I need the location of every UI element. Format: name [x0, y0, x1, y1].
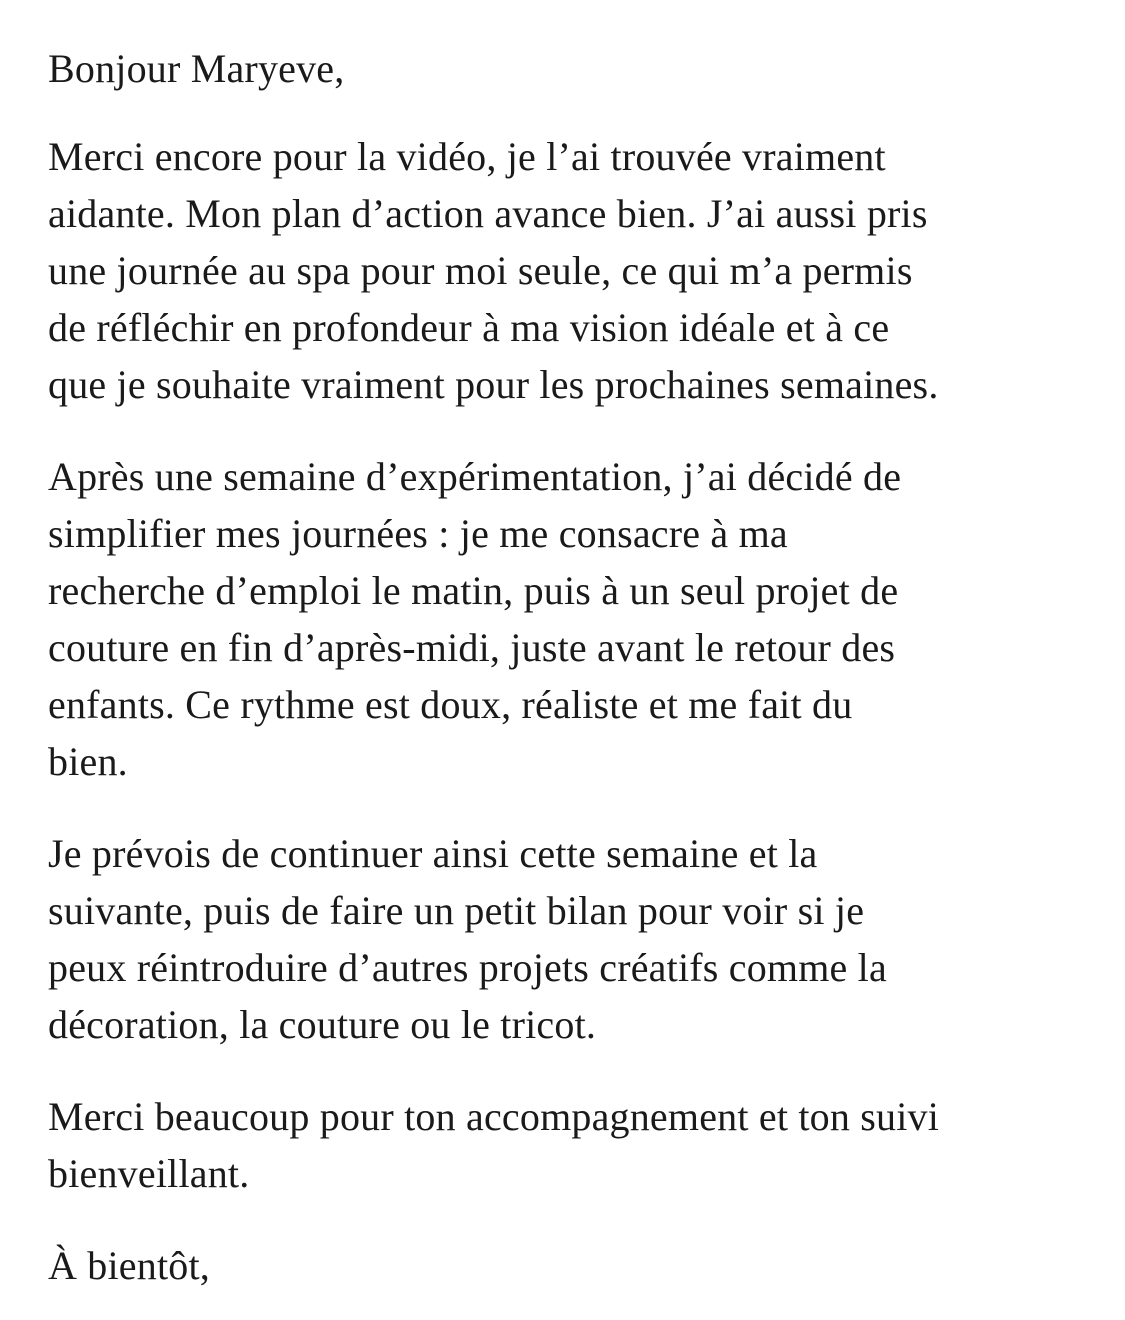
paragraph-line: Je prévois de continuer ainsi cette semaine et la	[48, 831, 818, 876]
closing	[48, 1237, 1108, 1294]
greeting-line: Bonjour Maryeve,	[48, 46, 345, 91]
paragraph-line: Après une semaine d’expérimentation, j’ai décidé de	[48, 454, 902, 499]
paragraph-line: une journée au spa pour moi seule, ce qui m’a permis	[48, 248, 913, 293]
paragraph-line: suivante, puis de faire un petit bilan pour voir si je	[48, 888, 865, 933]
paragraph-line: aidante. Mon plan d’action avance bien. J’ai aussi pris	[48, 191, 928, 236]
paragraph-4	[48, 1088, 1108, 1202]
paragraph-line: bien.	[48, 739, 128, 784]
paragraph-line: simplifier mes journées : je me consacre à ma	[48, 511, 788, 556]
paragraph-2	[48, 448, 1108, 790]
paragraph-1	[48, 128, 1108, 413]
paragraph-line: Merci encore pour la vidéo, je l’ai trouvée vraiment	[48, 134, 886, 179]
paragraph-line: de réfléchir en profondeur à ma vision idéale et à ce	[48, 305, 890, 350]
paragraph-line: peux réintroduire d’autres projets créatifs comme la	[48, 945, 887, 990]
paragraph-line: décoration, la couture ou le tricot.	[48, 1002, 597, 1047]
paragraph-line: enfants. Ce rythme est doux, réaliste et me fait du	[48, 682, 853, 727]
paragraph-line: que je souhaite vraiment pour les prochaines semaines.	[48, 362, 939, 407]
email-body	[48, 40, 1108, 1294]
paragraph-line: bienveillant.	[48, 1151, 250, 1196]
paragraph-3	[48, 825, 1108, 1053]
greeting	[48, 40, 1108, 97]
paragraph-line: couture en fin d’après-midi, juste avant le retour des	[48, 625, 896, 670]
paragraph-line: Merci beaucoup pour ton accompagnement et ton suivi	[48, 1094, 940, 1139]
closing-line: À bientôt,	[48, 1243, 210, 1288]
paragraph-line: recherche d’emploi le matin, puis à un seul projet de	[48, 568, 899, 613]
